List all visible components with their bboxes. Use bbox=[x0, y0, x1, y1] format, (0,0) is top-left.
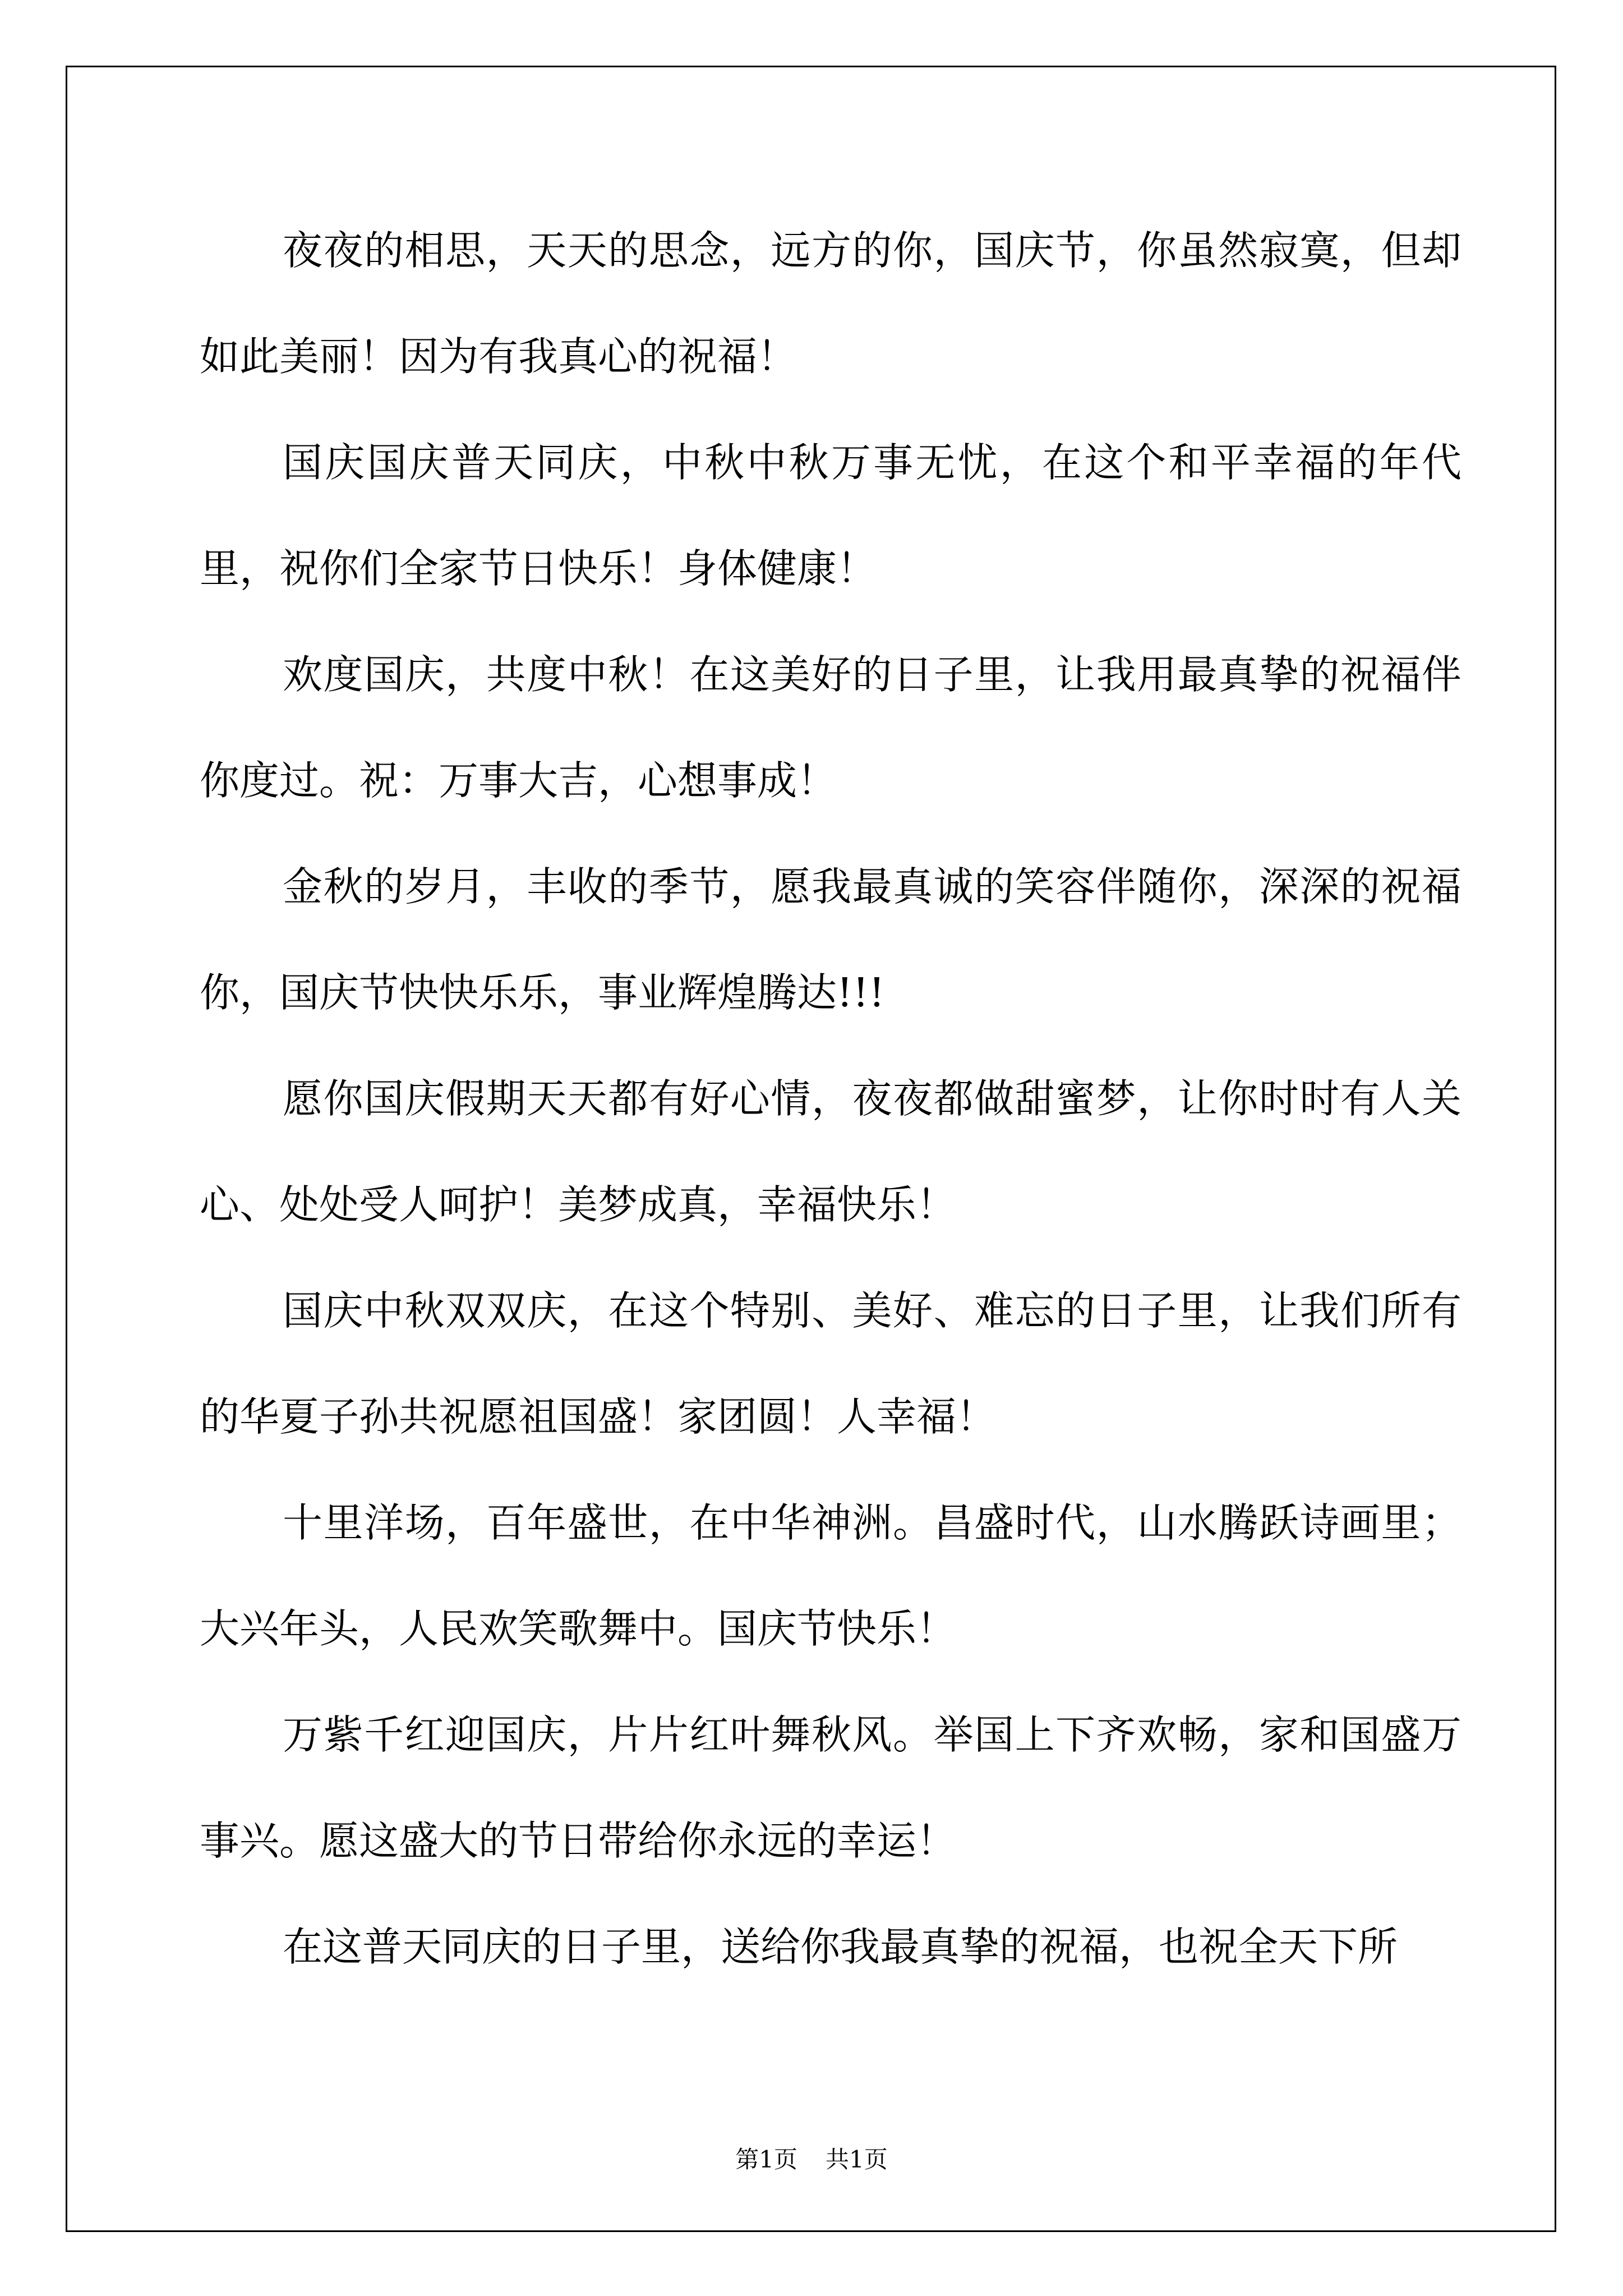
paragraph: 夜夜的相思，天天的思念，远方的你，国庆节，你虽然寂寞，但却如此美丽！因为有我真心的祝福！ bbox=[200, 227, 1461, 380]
paragraph: 愿你国庆假期天天都有好心情，夜夜都做甜蜜梦，让你时时有人关心、处处受人呵护！美梦成真，幸福快乐！ bbox=[200, 1075, 1461, 1228]
paragraph: 国庆国庆普天同庆，中秋中秋万事无忧，在这个和平幸福的年代里，祝你们全家节日快乐！身体健康！ bbox=[200, 439, 1461, 592]
page-number: 第1页 bbox=[735, 2146, 797, 2173]
paragraph: 在这普天同庆的日子里，送给你我最真挚的祝福，也祝全天下所 bbox=[283, 1924, 1398, 1970]
page-total: 共1页 bbox=[826, 2146, 888, 2173]
paragraph: 万紫千红迎国庆，片片红叶舞秋风。举国上下齐欢畅，家和国盛万事兴。愿这盛大的节日带给你永远的幸运！ bbox=[200, 1711, 1461, 1864]
paragraph: 欢度国庆，共度中秋！在这美好的日子里，让我用最真挚的祝福伴你度过。祝：万事大吉，心想事成！ bbox=[200, 651, 1461, 804]
paragraph: 金秋的岁月，丰收的季节，愿我最真诚的笑容伴随你，深深的祝福你，国庆节快快乐乐，事业辉煌腾达!!! bbox=[200, 863, 1461, 1016]
paragraph: 国庆中秋双双庆，在这个特别、美好、难忘的日子里，让我们所有的华夏子孙共祝愿祖国盛！家团圆！人幸福！ bbox=[200, 1287, 1461, 1440]
paragraph: 十里洋场，百年盛世，在中华神洲。昌盛时代，山水腾跃诗画里；大兴年头，人民欢笑歌舞中。国庆节快乐！ bbox=[200, 1499, 1461, 1652]
page-footer bbox=[0, 2143, 1623, 2177]
document-body bbox=[200, 197, 1461, 2000]
